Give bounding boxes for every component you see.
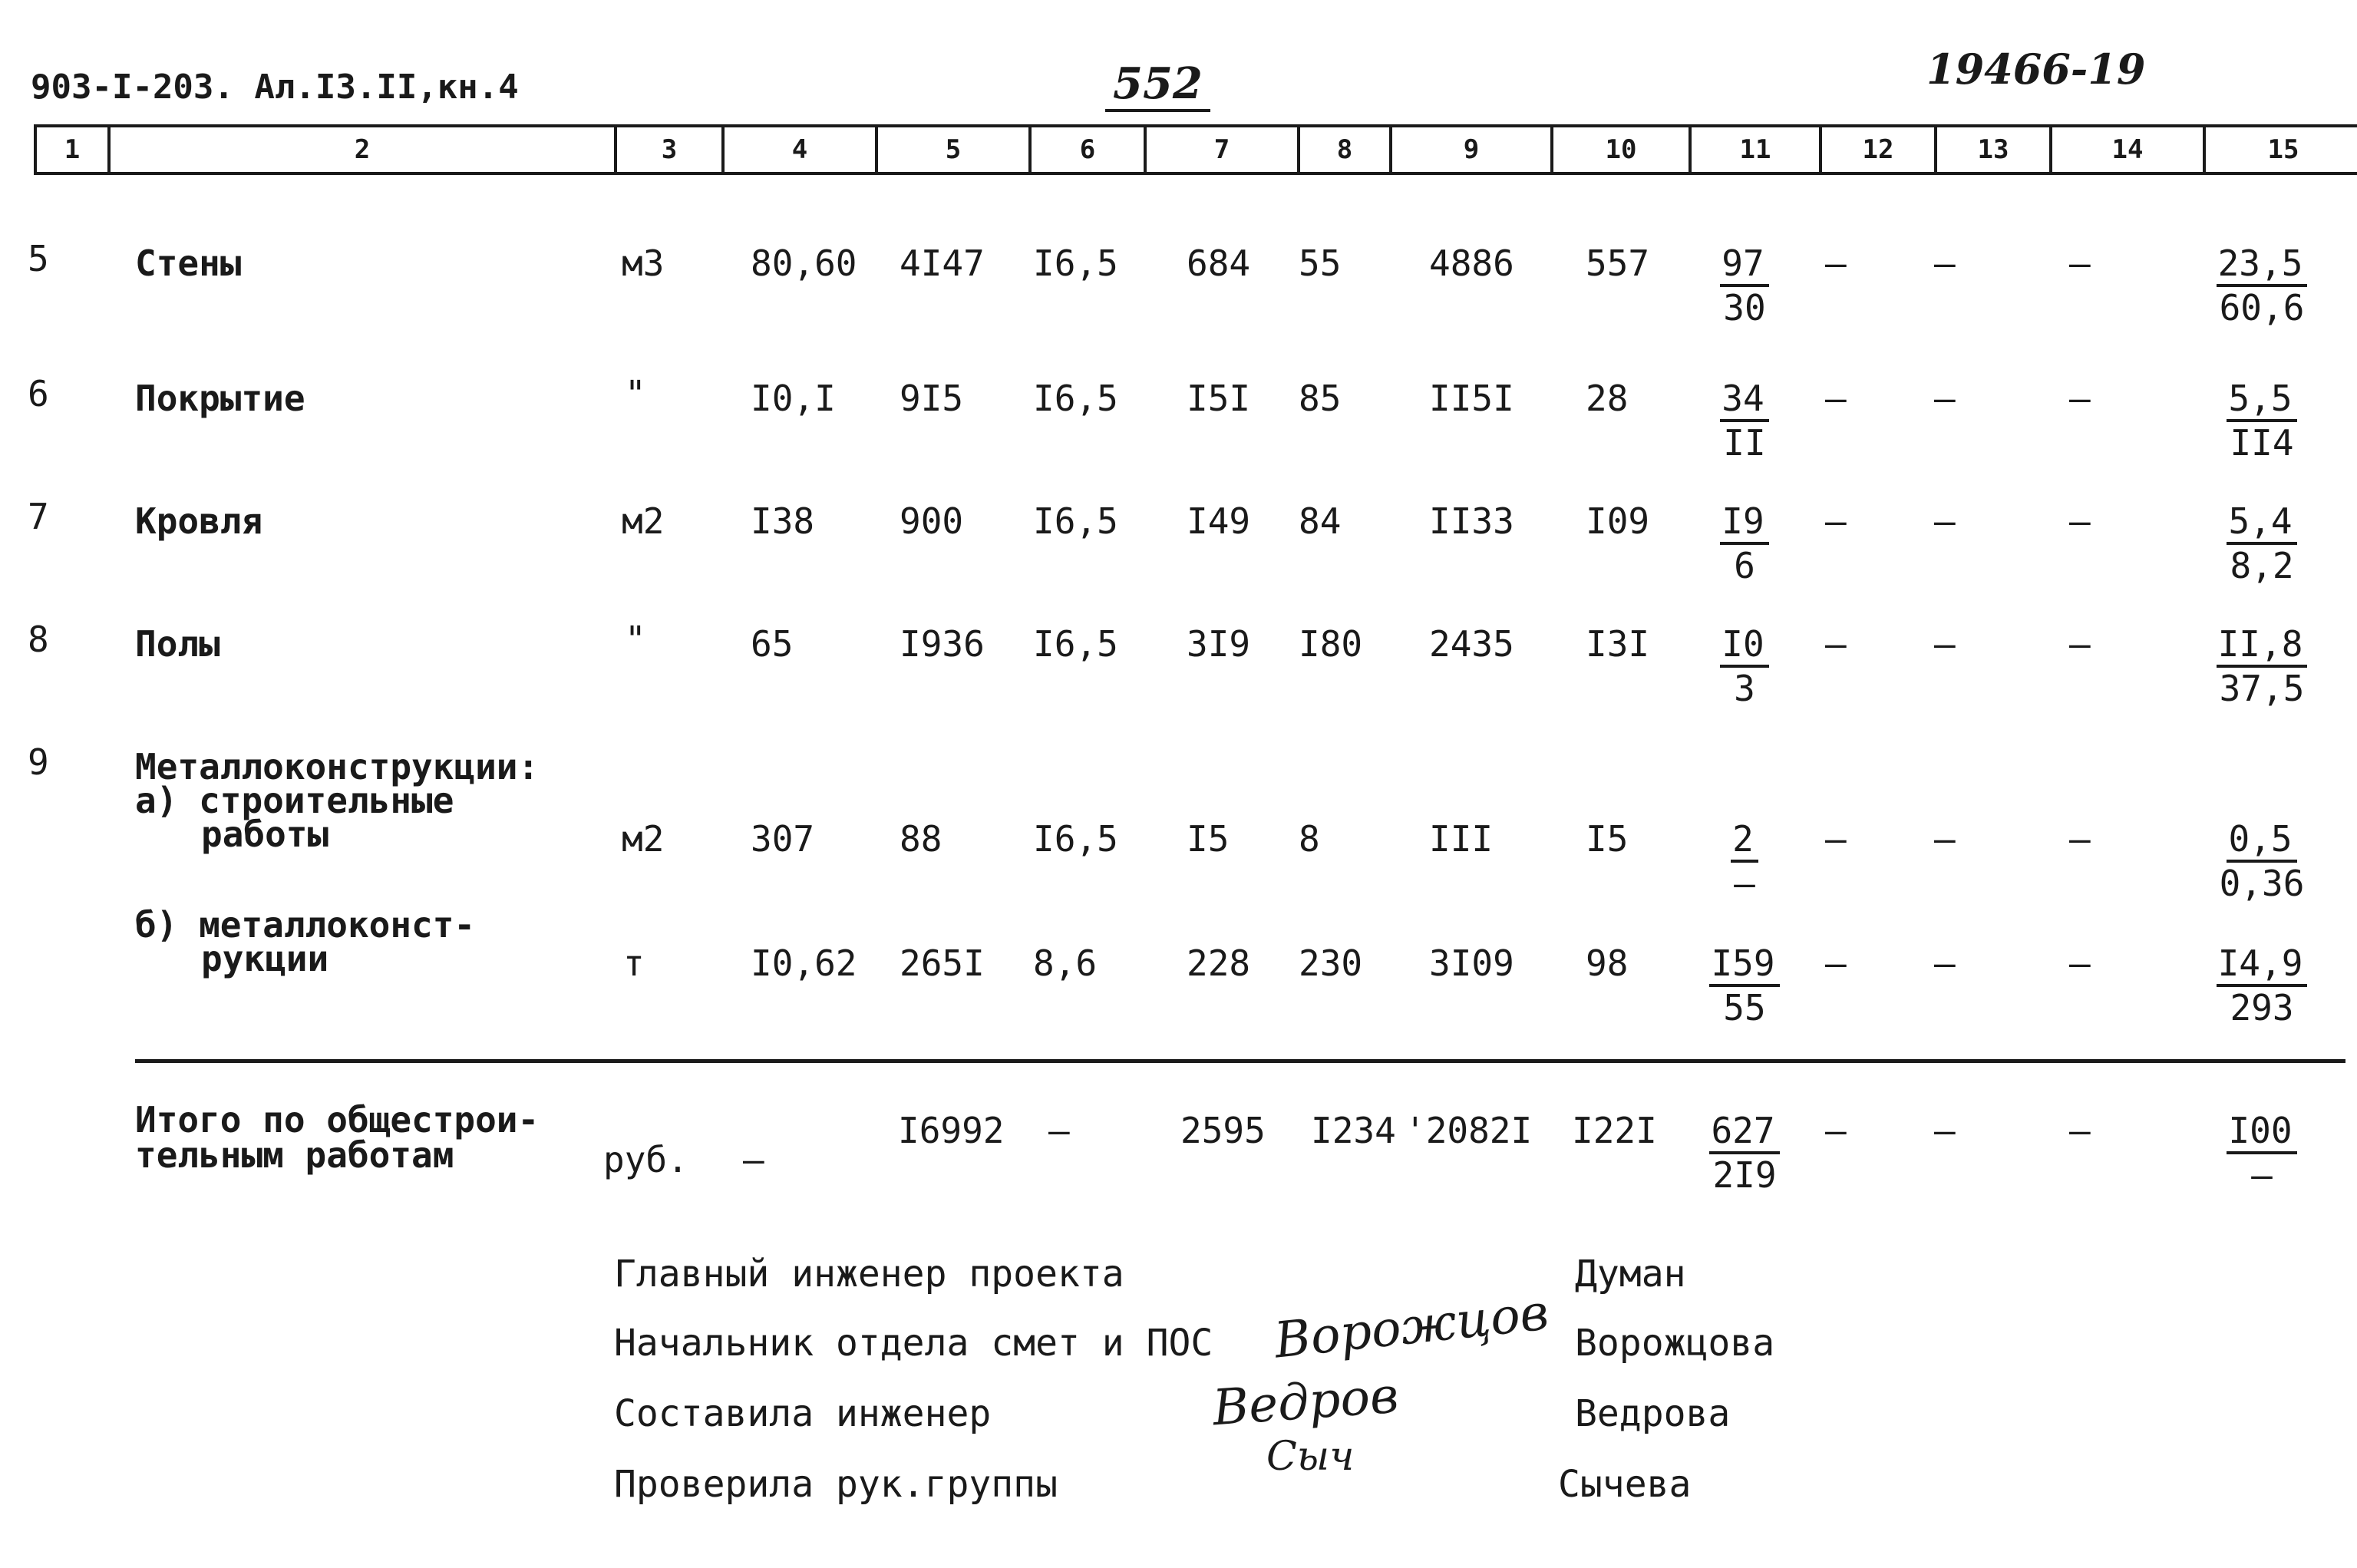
- cell-col7: I49: [1187, 500, 1251, 542]
- cell-col14: –: [2069, 1110, 2091, 1151]
- cell-col7: 228: [1187, 942, 1251, 984]
- cell-col13: –: [1934, 500, 1956, 542]
- cell-col11-top: I0: [1720, 623, 1768, 668]
- cell-col12: –: [1825, 623, 1847, 665]
- row-number: 7: [28, 496, 49, 537]
- row-subitem-label: работы: [201, 814, 329, 855]
- cell-col15-bottom: 293: [2230, 987, 2294, 1028]
- cell-col8: I234: [1311, 1110, 1396, 1151]
- cell-col15-bottom: 0,36: [2219, 863, 2305, 904]
- cell-col5: I6992: [898, 1110, 1005, 1151]
- signature-name: Думан: [1575, 1253, 1686, 1296]
- row-number: 6: [28, 373, 49, 414]
- cell-col7: I5I: [1187, 378, 1251, 419]
- cell-col6: I6,5: [1033, 500, 1118, 542]
- cell-col14: –: [2069, 623, 2091, 665]
- col-header-13: 13: [1934, 124, 2049, 175]
- cell-col15-bottom: –: [2251, 1154, 2273, 1196]
- cell-col9: 2435: [1429, 623, 1514, 665]
- cell-col10: I22I: [1572, 1110, 1657, 1151]
- cell-col8: 85: [1299, 378, 1342, 419]
- cell-col12: –: [1825, 243, 1847, 284]
- cell-col7: 684: [1187, 243, 1251, 284]
- row-unit: м2: [622, 818, 665, 860]
- row-unit: ": [625, 619, 646, 660]
- cell-col11: [1695, 378, 1794, 464]
- signature-role: Составила инженер: [614, 1392, 992, 1435]
- cell-col15: [2197, 243, 2327, 328]
- cell-col14: –: [2069, 818, 2091, 860]
- signature-name: Ведрова: [1575, 1392, 1731, 1435]
- cell-col6: –: [1048, 1110, 1070, 1151]
- row-subitem-label: а) строительные: [135, 780, 454, 821]
- cell-col13: –: [1934, 942, 1956, 984]
- cell-col6: 8,6: [1033, 942, 1098, 984]
- cell-col11-bottom: 55: [1723, 987, 1766, 1028]
- cell-col14: –: [2069, 500, 2091, 542]
- page-number: 552: [1105, 58, 1210, 112]
- cell-col13: –: [1934, 623, 1956, 665]
- cell-col10: 557: [1586, 243, 1650, 284]
- cell-col11-bottom: 2I9: [1712, 1154, 1777, 1196]
- cell-col15-top: I4,9: [2217, 942, 2308, 987]
- cell-col15-bottom: II4: [2230, 422, 2294, 464]
- cell-col6: I6,5: [1033, 378, 1118, 419]
- cell-col10: 28: [1586, 378, 1629, 419]
- cell-col10: I09: [1586, 500, 1650, 542]
- cell-col8: 84: [1299, 500, 1342, 542]
- cell-col11-bottom: 30: [1723, 287, 1766, 328]
- cell-col7: 3I9: [1187, 623, 1251, 665]
- cell-col5: 265I: [900, 942, 985, 984]
- cell-col8: I80: [1299, 623, 1363, 665]
- row-title: Металлоконструкции:: [135, 746, 540, 787]
- row-name: Кровля: [135, 500, 263, 542]
- row-name: Полы: [135, 623, 220, 665]
- cell-col5: 88: [900, 818, 942, 860]
- cell-col11-bottom: 6: [1734, 545, 1755, 586]
- cell-col11-top: 627: [1709, 1110, 1779, 1154]
- cell-col15-top: 23,5: [2217, 243, 2308, 287]
- cell-col8: 230: [1299, 942, 1363, 984]
- cell-col11: [1695, 243, 1794, 328]
- cell-col15-top: 5,4: [2227, 500, 2296, 545]
- row-unit: ": [625, 373, 646, 414]
- col-header-12: 12: [1819, 124, 1934, 175]
- cell-col14: –: [2069, 243, 2091, 284]
- cell-col11-top: I59: [1709, 942, 1779, 987]
- cell-col11-top: I9: [1720, 500, 1768, 545]
- signature-name: Ворожцова: [1575, 1322, 1775, 1365]
- row-unit: руб.: [603, 1139, 688, 1180]
- handwritten-signature: Ворожцов: [1272, 1284, 1552, 1370]
- cell-col12: –: [1825, 818, 1847, 860]
- signature-role: Главный инженер проекта: [614, 1253, 1124, 1296]
- col-header-15: 15: [2203, 124, 2357, 175]
- cell-col9: III: [1429, 818, 1494, 860]
- cell-col15: [2197, 942, 2327, 1028]
- cell-col13: –: [1934, 243, 1956, 284]
- cell-col11-bottom: II: [1723, 422, 1766, 464]
- cell-col11: [1695, 818, 1794, 904]
- cell-col15: [2197, 818, 2327, 904]
- cell-col12: –: [1825, 942, 1847, 984]
- cell-col6: I6,5: [1033, 818, 1118, 860]
- cell-col12: –: [1825, 378, 1847, 419]
- archive-number: 19466-19: [1926, 45, 2146, 94]
- cell-col15-bottom: 8,2: [2230, 545, 2294, 586]
- cell-col7: I5: [1187, 818, 1230, 860]
- cell-col11-bottom: 3: [1734, 668, 1755, 709]
- handwritten-signature: Ведров: [1210, 1367, 1401, 1438]
- cell-col10: I3I: [1586, 623, 1650, 665]
- row-unit: т: [623, 942, 645, 984]
- cell-col4: I38: [751, 500, 815, 542]
- cell-col11-bottom: –: [1734, 863, 1755, 904]
- cell-col11-top: 34: [1720, 378, 1768, 422]
- cell-col4: 80,60: [751, 243, 857, 284]
- cell-col9: '2082I: [1405, 1110, 1533, 1151]
- cell-col15-top: II,8: [2217, 623, 2308, 668]
- cell-col4: I0,62: [751, 942, 857, 984]
- cell-col15: [2197, 378, 2327, 464]
- col-header-8: 8: [1297, 124, 1389, 175]
- cell-col14: –: [2069, 942, 2091, 984]
- cell-col12: –: [1825, 500, 1847, 542]
- cell-col11-top: 2: [1731, 818, 1758, 863]
- cell-col10: 98: [1586, 942, 1629, 984]
- cell-col15: [2197, 1110, 2327, 1196]
- handwritten-signature: Сыч: [1266, 1434, 1355, 1480]
- cell-col11: [1695, 623, 1794, 709]
- cell-col13: –: [1934, 378, 1956, 419]
- cell-col9: II5I: [1429, 378, 1514, 419]
- signature-role: Начальник отдела смет и ПОС: [614, 1322, 1213, 1365]
- cell-col15: [2197, 500, 2327, 586]
- document-code: 903-I-203. Ал.I3.II,кн.4: [31, 68, 519, 107]
- col-header-6: 6: [1028, 124, 1144, 175]
- cell-col13: –: [1934, 1110, 1956, 1151]
- cell-col8: 55: [1299, 243, 1342, 284]
- cell-col15-top: 5,5: [2227, 378, 2296, 422]
- cell-col15-bottom: 37,5: [2219, 668, 2305, 709]
- cell-col15-top: 0,5: [2227, 818, 2296, 863]
- col-header-1: 1: [34, 124, 107, 175]
- cell-col9: 4886: [1429, 243, 1514, 284]
- cell-col5: 900: [900, 500, 964, 542]
- total-label: тельным работам: [135, 1134, 454, 1176]
- cell-col4: 65: [751, 623, 794, 665]
- cell-col12: –: [1825, 1110, 1847, 1151]
- cell-col11: [1695, 942, 1794, 1028]
- total-label: Итого по общестрои-: [135, 1099, 540, 1141]
- cell-col6: I6,5: [1033, 623, 1118, 665]
- cell-col14: –: [2069, 378, 2091, 419]
- cell-col11: [1695, 500, 1794, 586]
- cell-col13: –: [1934, 818, 1956, 860]
- col-header-11: 11: [1689, 124, 1819, 175]
- col-header-14: 14: [2049, 124, 2203, 175]
- cell-col5: 4I47: [900, 243, 985, 284]
- row-name: Стены: [135, 243, 242, 284]
- cell-col6: I6,5: [1033, 243, 1118, 284]
- row-subitem-label: рукции: [201, 938, 329, 979]
- cell-col5: I936: [900, 623, 985, 665]
- cell-col4: –: [743, 1139, 764, 1180]
- cell-col15: [2197, 623, 2327, 709]
- col-header-4: 4: [721, 124, 875, 175]
- cell-col5: 9I5: [900, 378, 964, 419]
- cell-col8: 8: [1299, 818, 1320, 860]
- total-divider: [135, 1059, 2345, 1063]
- cell-col7: 2595: [1180, 1110, 1266, 1151]
- signature-role: Проверила рук.группы: [614, 1463, 1058, 1506]
- row-number: 8: [28, 619, 49, 660]
- row-subitem-label: б) металлоконст-: [135, 904, 476, 946]
- cell-col11: [1695, 1110, 1794, 1196]
- row-name: Покрытие: [135, 378, 305, 419]
- row-number: 5: [28, 238, 49, 279]
- col-header-10: 10: [1550, 124, 1689, 175]
- col-header-2: 2: [107, 124, 614, 175]
- cell-col15-bottom: 60,6: [2219, 287, 2305, 328]
- cell-col4: I0,I: [751, 378, 836, 419]
- cell-col9: II33: [1429, 500, 1514, 542]
- cell-col4: 307: [751, 818, 815, 860]
- col-header-5: 5: [875, 124, 1028, 175]
- cell-col9: 3I09: [1429, 942, 1514, 984]
- col-header-9: 9: [1389, 124, 1550, 175]
- col-header-3: 3: [614, 124, 721, 175]
- cell-col11-top: 97: [1720, 243, 1768, 287]
- row-unit: м3: [622, 243, 665, 284]
- col-header-7: 7: [1144, 124, 1297, 175]
- cell-col15-top: I00: [2227, 1110, 2296, 1154]
- cell-col10: I5: [1586, 818, 1629, 860]
- row-unit: м2: [622, 500, 665, 542]
- signature-name: Сычева: [1558, 1463, 1692, 1506]
- row-number: 9: [28, 741, 49, 783]
